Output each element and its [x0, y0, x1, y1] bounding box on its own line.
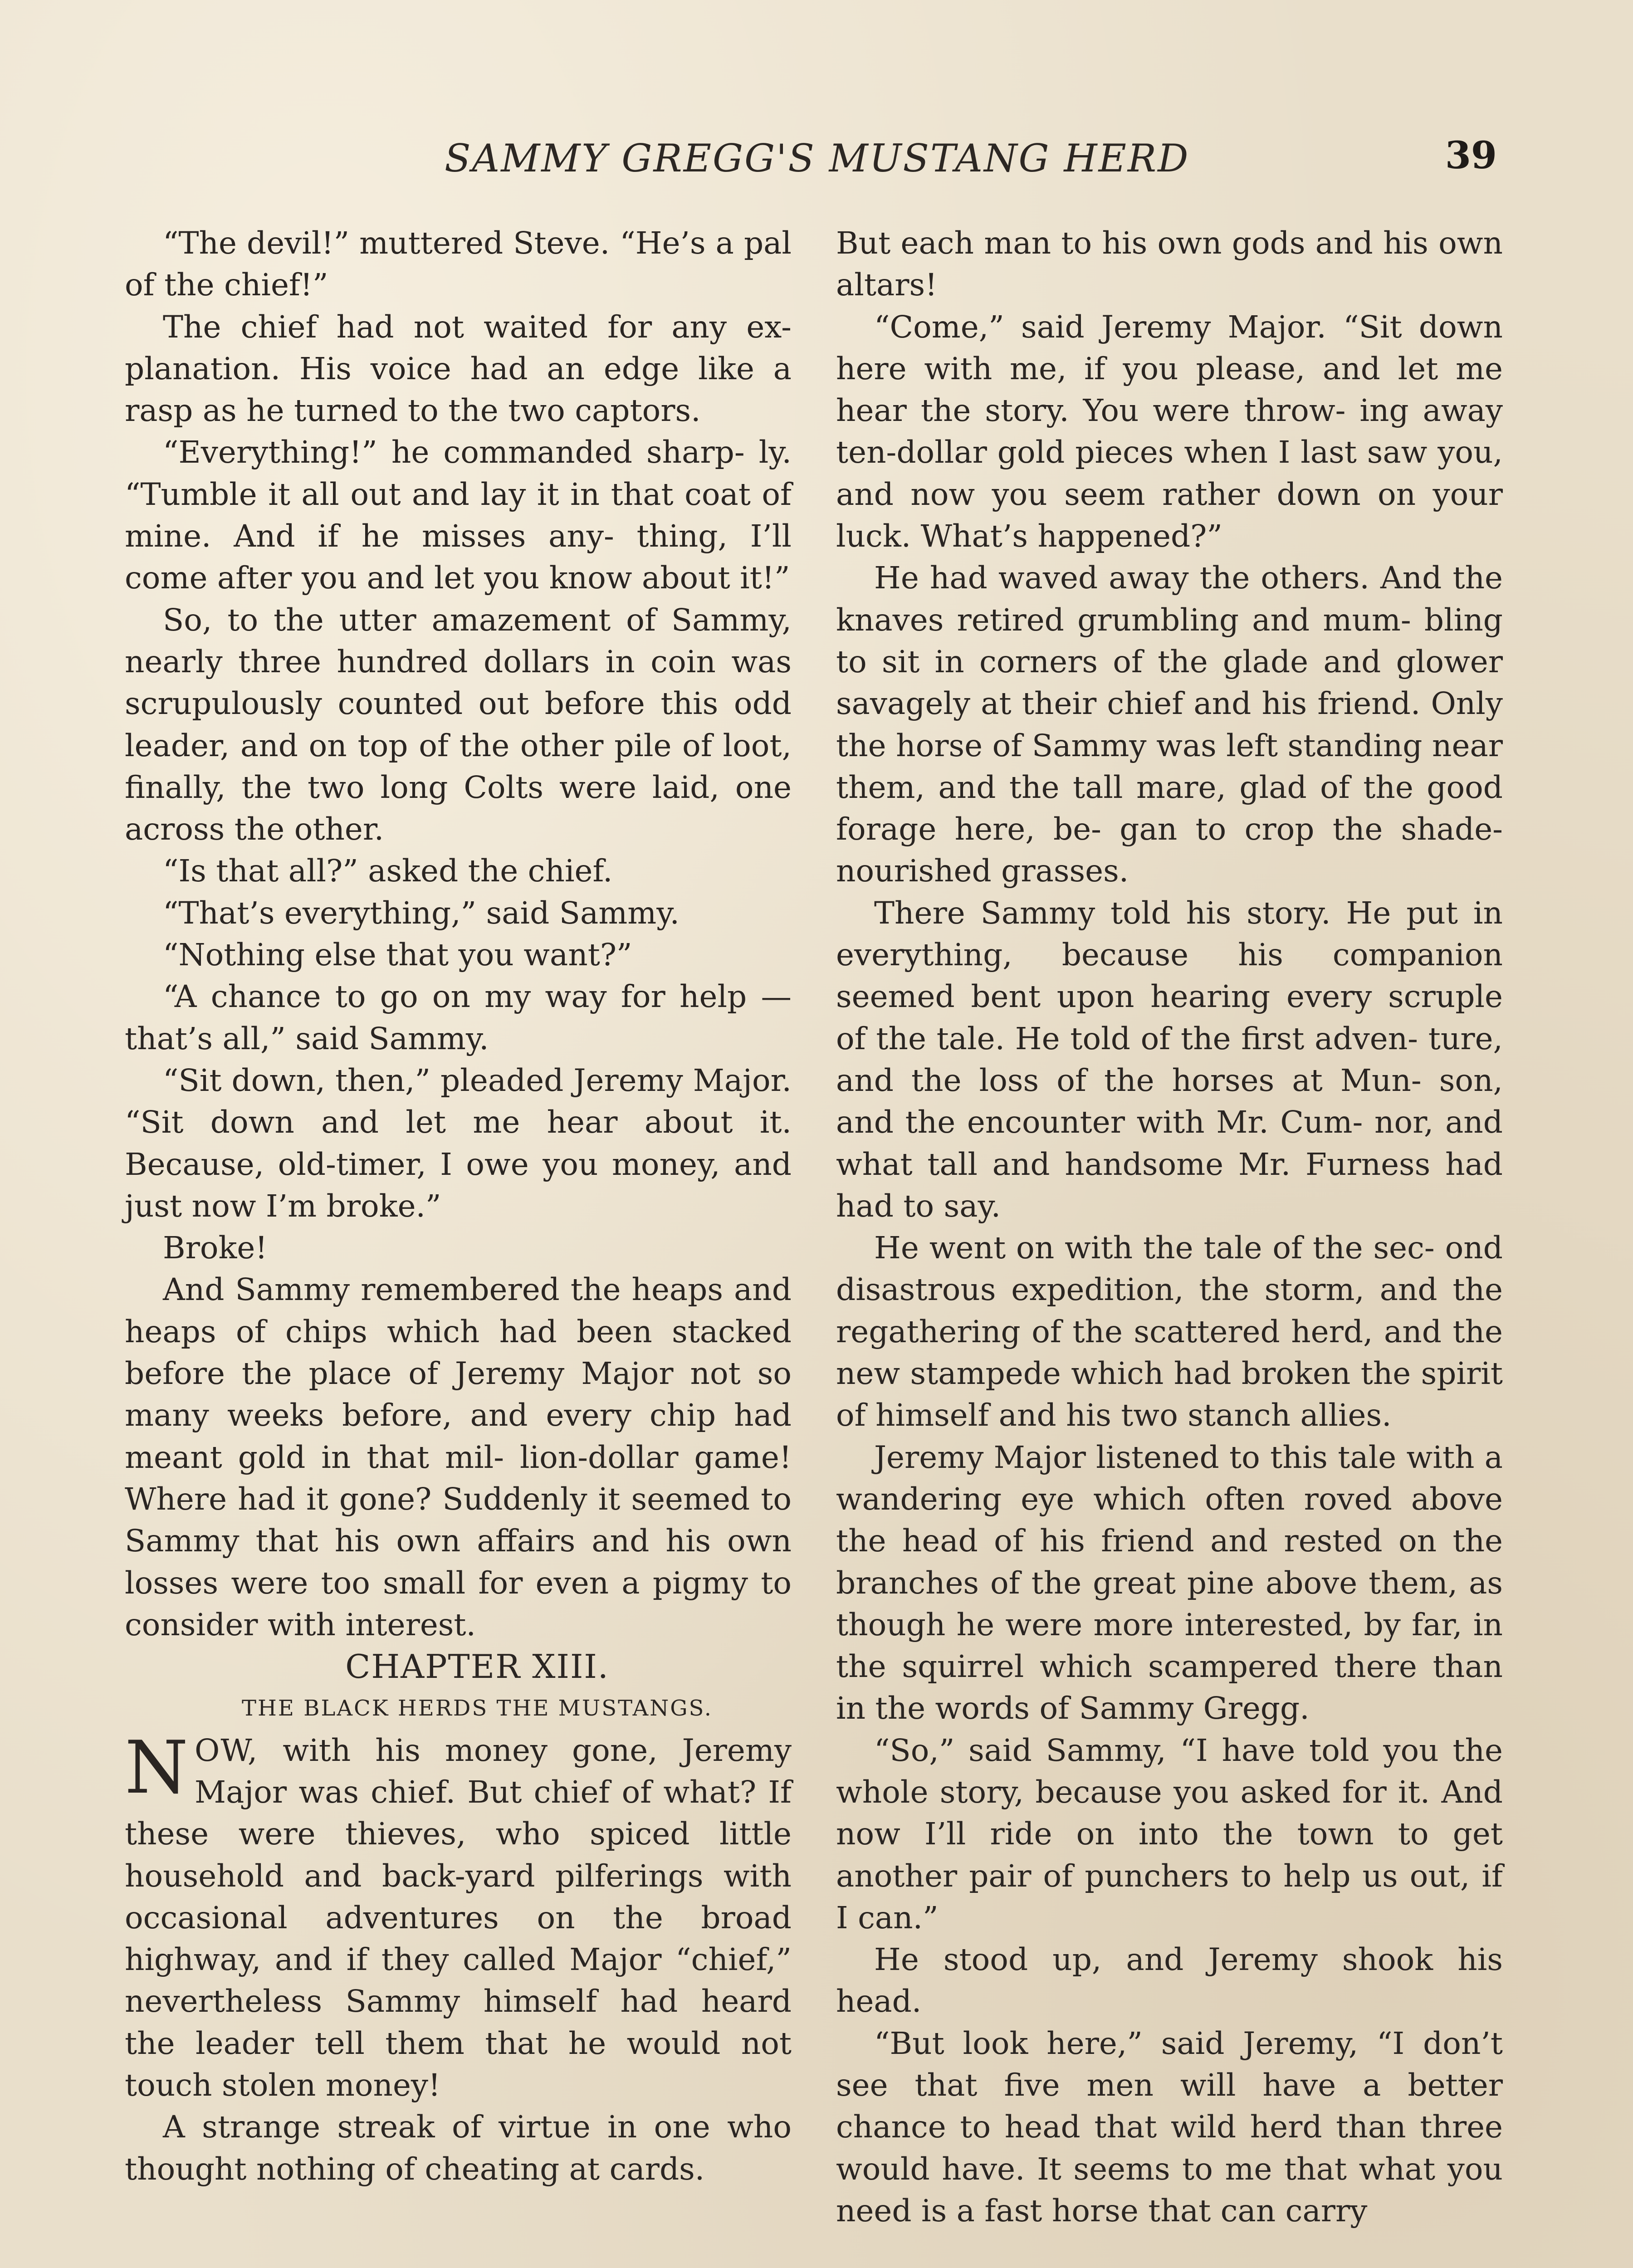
paragraph: He went on with the tale of the sec- ond disastrous expedition, the storm, and the regathering of the scattered herd, and the new stampede which had broken the spirit of himself and his two stanch allies. [836, 1230, 1503, 1433]
drop-cap: N [125, 1725, 188, 1810]
chapter-title: CHAPTER XIII. [345, 1647, 609, 1686]
left-column [125, 222, 792, 2190]
paragraph: “Come,” said Jeremy Major. “Sit down here with me, if you please, and let me hear the story. You were throw- ing away ten-dollar gold pieces when I last saw you, and now you seem rather down on your luck. What’s happened?” [836, 308, 1503, 554]
paragraph: Broke! [163, 1230, 268, 1266]
paragraph: A strange streak of virtue in one who thought nothing of cheating at cards. [125, 2109, 792, 2187]
paragraph: The chief had not waited for any ex- planation. His voice had an edge like a rasp as he turned to the two captors. [125, 308, 792, 429]
paragraph: He stood up, and Jeremy shook his head. [836, 1941, 1503, 2019]
paragraph: “So,” said Sammy, “I have told you the whole story, because you asked for it. And now I’ll ride on into the town to get another pair of punchers to help us out, if I can.” [836, 1732, 1503, 1936]
chapter-subtitle: THE BLACK HERDS THE MUSTANGS. [242, 1696, 713, 1721]
paragraph: “Nothing else that you want?” [163, 937, 632, 973]
paragraph: There Sammy told his story. He put in everything, because his companion seemed bent upon hearing every scruple of the tale. He told of the first adven- ture, and the loss of the horses at Mun- son, and the encounter with Mr. Cum- nor, and what tall and handsome Mr. Furness had had to say. [836, 894, 1503, 1224]
paragraph: “That’s everything,” said Sammy. [163, 894, 680, 931]
paragraph: “Is that all?” asked the chief. [163, 853, 613, 889]
paragraph: And Sammy remembered the heaps and heaps of chips which had been stacked before the place of Jeremy Major not so many weeks before, and every chip had meant gold in that mil- lion-dollar game! Where had it gone? Suddenly it seemed to Sammy that his own affairs and his own losses were too small for even a pigmy to consider with interest. [125, 1271, 792, 1642]
paragraph: So, to the utter amazement of Sammy, nearly three hundred dollars in coin was scrupulously counted out before this odd leader, and on top of the other pile of loot, finally, the two long Colts were laid, one across the other. [125, 601, 792, 847]
right-column [836, 222, 1503, 2232]
paragraph: “But look here,” said Jeremy, “I don’t see that five men will have a better chance to head that wild herd than three would have. It seems to me that what you need is a fast horse that can carry [836, 2025, 1503, 2229]
chapter-opening-text: with his money gone, Jeremy Major was chief. But chief of what? If these were thieves, who spiced little household and back-yard pilferings with occasional adventures on the broad highway, and if they called Major “chief,” nevertheless Sammy himself had heard the leader tell them that he would not touch stolen money! [125, 1732, 792, 2103]
paragraph: “Everything!” he commanded sharp- ly. “Tumble it all out and lay it in that coat of mine. And if he misses any- thing, I’ll come after you and let you know about it!” [125, 434, 792, 596]
paragraph: Jeremy Major listened to this tale with a wandering eye which often roved above the head of his friend and rested on the branches of the great pine above them, as though he were more interested, by far, in the squirrel which scampered there than in the words of Sammy Gregg. [836, 1439, 1503, 1726]
paragraph: He had waved away the others. And the knaves retired grumbling and mum- bling to sit in corners of the glade and glower savagely at their chief and his friend. Only the horse of Sammy was left standing near them, and the tall mare, glad of the good forage here, be- gan to crop the shade-nourished grasses. [836, 560, 1503, 889]
paragraph: “A chance to go on my way for help —that’s all,” said Sammy. [125, 978, 792, 1056]
paragraph: “Sit down, then,” pleaded Jeremy Major. “Sit down and let me hear about it. Because, old-timer, I owe you money, and just now I’m broke.” [125, 1062, 792, 1224]
paragraph: “The devil!” muttered Steve. “He’s a pal of the chief!” [125, 225, 792, 303]
first-word: OW, [195, 1732, 259, 1768]
page-number: 39 [1445, 134, 1497, 177]
chapter-opening-paragraph [125, 1725, 792, 2107]
paragraph: But each man to his own gods and his own altars! [836, 225, 1503, 303]
running-title: SAMMY GREGG'S MUSTANG HERD [445, 136, 1190, 181]
